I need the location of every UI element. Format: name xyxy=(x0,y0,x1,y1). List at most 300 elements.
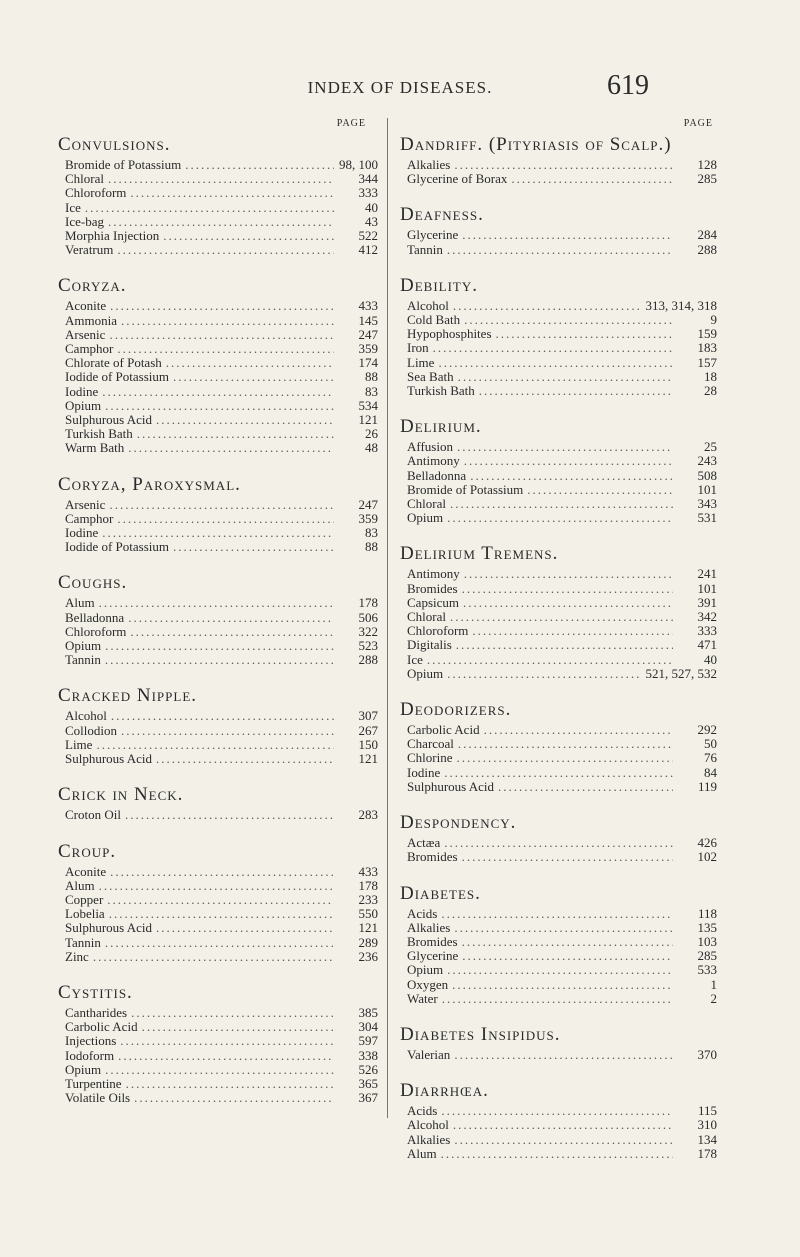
remedy-row xyxy=(58,201,378,215)
leader-dots xyxy=(427,653,673,667)
page-reference: 25 xyxy=(704,439,717,455)
remedy-name: Iodide of Potassium xyxy=(65,539,169,555)
remedy-name: Glycerine of Borax xyxy=(407,171,508,187)
remedy-name: Injections xyxy=(65,1033,117,1049)
leader-dots xyxy=(156,752,334,766)
page-reference: 135 xyxy=(697,919,717,935)
remedy-name: Cantharides xyxy=(65,1004,128,1020)
disease-heading: Coughs. xyxy=(58,572,128,594)
page-reference: 288 xyxy=(697,241,717,257)
remedy-row xyxy=(400,1147,717,1161)
page-reference: 1 xyxy=(710,976,717,992)
leader-dots xyxy=(109,498,334,512)
page-reference: 531 xyxy=(697,510,717,526)
remedy-name: Carbolic Acid xyxy=(407,722,480,738)
leader-dots xyxy=(511,172,673,186)
remedy-name: Turkish Bath xyxy=(65,426,133,442)
leader-dots xyxy=(102,526,334,540)
leader-dots xyxy=(110,865,334,879)
page-reference: 145 xyxy=(358,312,378,328)
page-reference: 18 xyxy=(704,368,717,384)
remedy-name: Tannin xyxy=(65,652,101,668)
remedy-row xyxy=(58,611,378,625)
leader-dots xyxy=(472,624,673,638)
page-reference: 412 xyxy=(358,242,378,258)
remedy-row xyxy=(58,625,378,639)
index-entry xyxy=(58,982,378,1105)
remedy-name: Actæa xyxy=(407,835,441,851)
leader-dots xyxy=(453,1118,673,1132)
page-reference: 333 xyxy=(697,623,717,639)
remedy-row xyxy=(58,738,378,752)
remedy-row xyxy=(58,399,378,413)
leader-dots xyxy=(458,737,673,751)
index-entry xyxy=(400,1080,717,1161)
remedy-row xyxy=(58,370,378,384)
remedy-row xyxy=(400,737,717,751)
page-number: 619 xyxy=(607,70,649,101)
disease-heading: Dandriff. (Pityriasis of Scalp.) xyxy=(400,134,672,155)
remedy-row xyxy=(400,1133,717,1147)
page-reference: 365 xyxy=(358,1075,378,1091)
remedy-row xyxy=(58,342,378,356)
remedy-row xyxy=(58,639,378,653)
page-reference: 304 xyxy=(358,1019,378,1035)
leader-dots xyxy=(108,215,334,229)
remedy-name: Opium xyxy=(65,397,102,413)
disease-heading: Diabetes Insipidus. xyxy=(400,1023,561,1045)
leader-dots xyxy=(173,370,334,384)
remedy-name: Ice xyxy=(407,651,423,667)
remedy-name: Sulphurous Acid xyxy=(65,920,153,936)
leader-dots xyxy=(117,243,334,257)
page-reference: 343 xyxy=(697,496,717,512)
remedy-name: Opium xyxy=(65,638,102,654)
disease-heading: Diabetes. xyxy=(400,882,481,904)
leader-dots xyxy=(447,963,673,977)
remedy-row xyxy=(58,215,378,229)
page-reference: 426 xyxy=(697,835,717,851)
page-reference: 285 xyxy=(697,948,717,964)
leader-dots xyxy=(108,172,334,186)
remedy-row xyxy=(58,1034,378,1048)
page-reference: 391 xyxy=(697,594,717,610)
page-reference: 359 xyxy=(358,341,378,357)
leader-dots xyxy=(450,610,673,624)
remedy-row xyxy=(58,893,378,907)
remedy-row xyxy=(58,724,378,738)
page-reference: 233 xyxy=(358,891,378,907)
leader-dots xyxy=(450,497,673,511)
remedy-name: Capsicum xyxy=(407,594,459,610)
leader-dots xyxy=(134,1091,334,1105)
leader-dots xyxy=(464,567,673,581)
leader-dots xyxy=(130,186,334,200)
page-reference: 88 xyxy=(365,539,378,555)
remedy-row xyxy=(58,172,378,186)
remedy-name: Tannin xyxy=(65,934,101,950)
remedy-row xyxy=(58,596,378,610)
page-reference: 534 xyxy=(358,397,378,413)
leader-dots xyxy=(107,893,334,907)
remedy-name: Sulphurous Acid xyxy=(407,778,495,794)
page-reference: 43 xyxy=(365,213,378,229)
remedy-name: Chloroform xyxy=(65,185,127,201)
page-reference: 134 xyxy=(697,1131,717,1147)
leader-dots xyxy=(185,158,334,172)
leader-dots xyxy=(156,921,334,935)
remedy-name: Alcohol xyxy=(407,1117,449,1133)
remedy-name: Aconite xyxy=(65,863,107,879)
page-reference: 523 xyxy=(358,638,378,654)
remedy-name: Belladonna xyxy=(65,609,125,625)
disease-heading: Despondency. xyxy=(400,812,517,834)
leader-dots xyxy=(464,313,673,327)
leader-dots xyxy=(441,1147,673,1161)
page-reference: 28 xyxy=(704,383,717,399)
remedy-row xyxy=(400,483,717,497)
page-reference: 174 xyxy=(358,355,378,371)
remedy-row xyxy=(400,907,717,921)
remedy-row xyxy=(58,907,378,921)
remedy-row xyxy=(58,229,378,243)
remedy-row xyxy=(58,1049,378,1063)
page-reference: 508 xyxy=(697,467,717,483)
leader-dots xyxy=(458,370,673,384)
page-reference: 101 xyxy=(697,580,717,596)
remedy-name: Bromides xyxy=(407,849,458,865)
page-reference: 342 xyxy=(697,609,717,625)
remedy-row xyxy=(400,638,717,652)
page-reference: 40 xyxy=(365,199,378,215)
page-reference: 178 xyxy=(358,877,378,893)
leader-dots xyxy=(453,299,642,313)
remedy-row xyxy=(400,723,717,737)
remedy-row xyxy=(58,243,378,257)
remedy-row xyxy=(58,865,378,879)
remedy-row xyxy=(58,709,378,723)
leader-dots xyxy=(128,441,334,455)
page-reference: 121 xyxy=(358,412,378,428)
leader-dots xyxy=(109,907,334,921)
index-entry xyxy=(58,841,378,964)
page-reference: 121 xyxy=(358,920,378,936)
leader-dots xyxy=(125,808,334,822)
remedy-row xyxy=(58,1063,378,1077)
remedy-name: Charcoal xyxy=(407,736,454,752)
page-reference: 526 xyxy=(358,1061,378,1077)
remedy-row xyxy=(400,454,717,468)
remedy-row xyxy=(400,751,717,765)
page-reference: 289 xyxy=(358,934,378,950)
remedy-row xyxy=(58,385,378,399)
remedy-name: Digitalis xyxy=(407,637,452,653)
remedy-row xyxy=(58,498,378,512)
page-reference: 83 xyxy=(365,525,378,541)
page-reference: 48 xyxy=(365,440,378,456)
page-header-title: INDEX OF DISEASES. xyxy=(307,78,493,97)
index-entry xyxy=(400,275,717,398)
remedy-row xyxy=(400,596,717,610)
leader-dots xyxy=(456,638,673,652)
remedy-row xyxy=(58,950,378,964)
remedy-name: Arsenic xyxy=(65,496,106,512)
remedy-row xyxy=(400,582,717,596)
page-reference: 236 xyxy=(358,948,378,964)
remedy-name: Ice-bag xyxy=(65,213,104,229)
remedy-row xyxy=(400,313,717,327)
remedy-name: Ammonia xyxy=(65,312,117,328)
remedy-row xyxy=(400,610,717,624)
remedy-name: Alum xyxy=(407,1145,437,1161)
page-reference: 433 xyxy=(358,298,378,314)
leader-dots xyxy=(463,596,673,610)
remedy-name: Sulphurous Acid xyxy=(65,751,153,767)
leader-dots xyxy=(163,229,334,243)
remedy-row xyxy=(400,567,717,581)
remedy-row xyxy=(400,1118,717,1132)
leader-dots xyxy=(117,342,334,356)
remedy-name: Acids xyxy=(407,905,438,921)
leader-dots xyxy=(111,709,334,723)
index-entry xyxy=(58,685,378,766)
remedy-name: Chloral xyxy=(65,171,104,187)
page-reference: 283 xyxy=(358,807,378,823)
remedy-name: Warm Bath xyxy=(65,440,125,456)
page-reference: 157 xyxy=(697,354,717,370)
page-reference: 338 xyxy=(358,1047,378,1063)
remedy-row xyxy=(400,440,717,454)
remedy-name: Opium xyxy=(407,962,444,978)
remedy-row xyxy=(400,384,717,398)
index-entry xyxy=(58,134,378,257)
remedy-name: Glycerine xyxy=(407,948,459,964)
remedy-row xyxy=(400,1048,717,1062)
disease-heading: Crick in Neck. xyxy=(58,784,184,806)
disease-heading: Debility. xyxy=(400,274,479,296)
remedy-row xyxy=(400,172,717,186)
page-reference: 84 xyxy=(704,764,717,780)
page-reference: 471 xyxy=(697,637,717,653)
remedy-row xyxy=(400,243,717,257)
leader-dots xyxy=(121,724,334,738)
page-reference: 2 xyxy=(710,990,717,1006)
remedy-name: Chloroform xyxy=(407,623,469,639)
page-reference: 370 xyxy=(697,1046,717,1062)
remedy-name: Lime xyxy=(65,736,93,752)
leader-dots xyxy=(496,327,674,341)
remedy-name: Arsenic xyxy=(65,326,106,342)
remedy-row xyxy=(58,1006,378,1020)
index-entry xyxy=(400,812,717,864)
leader-dots xyxy=(454,921,673,935)
leader-dots xyxy=(479,384,673,398)
remedy-name: Iodide of Potassium xyxy=(65,369,169,385)
page-reference: 292 xyxy=(697,722,717,738)
remedy-row xyxy=(58,299,378,313)
page-reference: 288 xyxy=(358,652,378,668)
right-column xyxy=(400,118,717,1179)
remedy-name: Valerian xyxy=(407,1046,451,1062)
remedy-row xyxy=(400,978,717,992)
page-reference: 150 xyxy=(358,736,378,752)
remedy-name: Bromide of Potassium xyxy=(407,481,524,497)
remedy-row xyxy=(400,299,717,313)
remedy-name: Iodine xyxy=(65,383,99,399)
remedy-name: Alcohol xyxy=(407,297,449,313)
leader-dots xyxy=(441,907,673,921)
remedy-row xyxy=(400,1104,717,1118)
remedy-name: Hypophosphites xyxy=(407,326,492,342)
leader-dots xyxy=(462,582,673,596)
leader-dots xyxy=(462,228,673,242)
remedy-row xyxy=(400,497,717,511)
remedy-name: Antimony xyxy=(407,453,460,469)
page-reference: 50 xyxy=(704,736,717,752)
remedy-name: Iron xyxy=(407,340,429,356)
disease-heading: Deafness. xyxy=(400,204,484,226)
index-entry xyxy=(400,543,717,681)
remedy-name: Oxygen xyxy=(407,976,449,992)
remedy-name: Opium xyxy=(407,665,444,681)
leader-dots xyxy=(166,356,334,370)
page-reference: 284 xyxy=(697,227,717,243)
page-reference: 307 xyxy=(358,708,378,724)
remedy-row xyxy=(400,963,717,977)
leader-dots xyxy=(142,1020,334,1034)
remedy-name: Sea Bath xyxy=(407,368,454,384)
remedy-name: Bromides xyxy=(407,580,458,596)
remedy-row xyxy=(400,949,717,963)
leader-dots xyxy=(444,836,673,850)
remedy-row xyxy=(58,413,378,427)
remedy-row xyxy=(400,992,717,1006)
remedy-row xyxy=(58,158,378,172)
page-reference: 385 xyxy=(358,1004,378,1020)
remedy-row xyxy=(58,1020,378,1034)
page-reference: 241 xyxy=(697,566,717,582)
remedy-row xyxy=(400,921,717,935)
page-reference: 102 xyxy=(697,849,717,865)
leader-dots xyxy=(105,936,334,950)
leader-dots xyxy=(110,299,334,313)
remedy-row xyxy=(58,1091,378,1105)
remedy-name: Turkish Bath xyxy=(407,383,475,399)
disease-heading: Convulsions. xyxy=(58,134,171,155)
remedy-row xyxy=(58,186,378,200)
index-entry xyxy=(58,572,378,667)
page-reference: 243 xyxy=(697,453,717,469)
leader-dots xyxy=(173,540,334,554)
page-reference: 118 xyxy=(697,905,717,921)
remedy-name: Acids xyxy=(407,1103,438,1119)
page-reference: 101 xyxy=(697,481,717,497)
remedy-row xyxy=(400,624,717,638)
page-column-label: PAGE xyxy=(336,118,366,129)
leader-dots xyxy=(464,454,673,468)
remedy-name: Antimony xyxy=(407,566,460,582)
disease-heading: Delirium Tremens. xyxy=(400,543,559,565)
page-reference: 550 xyxy=(358,906,378,922)
remedy-row xyxy=(58,936,378,950)
remedy-row xyxy=(58,1077,378,1091)
remedy-name: Camphor xyxy=(65,341,114,357)
remedy-name: Lime xyxy=(407,354,435,370)
page-reference: 98, 100 xyxy=(339,157,378,172)
right-entries xyxy=(400,134,717,1161)
leader-dots xyxy=(442,992,673,1006)
remedy-row xyxy=(400,511,717,525)
leader-dots xyxy=(118,1049,334,1063)
remedy-row xyxy=(58,427,378,441)
remedy-name: Tannin xyxy=(407,241,443,257)
remedy-name: Iodoform xyxy=(65,1047,115,1063)
disease-heading: Croup. xyxy=(58,840,117,862)
index-entry xyxy=(58,474,378,555)
leader-dots xyxy=(441,1104,673,1118)
leader-dots xyxy=(462,850,673,864)
remedy-name: Bromides xyxy=(407,933,458,949)
leader-dots xyxy=(105,1063,334,1077)
leader-dots xyxy=(457,751,674,765)
page-reference: 359 xyxy=(358,510,378,526)
page-reference: 183 xyxy=(697,340,717,356)
leader-dots xyxy=(447,243,673,257)
page-column-label: PAGE xyxy=(683,118,713,129)
page-reference: 267 xyxy=(358,722,378,738)
remedy-row xyxy=(58,921,378,935)
remedy-row xyxy=(400,356,717,370)
remedy-row xyxy=(58,526,378,540)
remedy-row xyxy=(400,766,717,780)
remedy-name: Alkalies xyxy=(407,157,451,172)
remedy-row xyxy=(400,667,717,681)
page-reference: 367 xyxy=(358,1090,378,1106)
remedy-row xyxy=(400,469,717,483)
index-entry xyxy=(400,204,717,256)
remedy-name: Iodine xyxy=(407,764,441,780)
leader-dots xyxy=(121,314,334,328)
page-reference: 521, 527, 532 xyxy=(645,665,717,681)
remedy-name: Alkalies xyxy=(407,919,451,935)
page-reference: 313, 314, 318 xyxy=(645,297,717,313)
remedy-name: Opium xyxy=(65,1061,102,1077)
leader-dots xyxy=(137,427,334,441)
remedy-name: Aconite xyxy=(65,298,107,314)
index-entry xyxy=(400,1024,717,1062)
remedy-row xyxy=(58,356,378,370)
index-entry xyxy=(400,416,717,525)
leader-dots xyxy=(444,766,673,780)
remedy-name: Affusion xyxy=(407,439,453,455)
remedy-name: Alcohol xyxy=(65,708,107,724)
remedy-name: Glycerine xyxy=(407,227,459,243)
page-reference: 26 xyxy=(365,426,378,442)
disease-heading: Deodorizers. xyxy=(400,699,512,721)
remedy-row xyxy=(400,780,717,794)
page-reference: 533 xyxy=(697,962,717,978)
page-reference: 285 xyxy=(697,171,717,187)
leader-dots xyxy=(433,341,673,355)
remedy-name: Iodine xyxy=(65,525,99,541)
remedy-row xyxy=(58,328,378,342)
page-reference: 322 xyxy=(358,623,378,639)
leader-dots xyxy=(109,328,334,342)
remedy-name: Chloral xyxy=(407,496,446,512)
remedy-row xyxy=(400,935,717,949)
index-entry xyxy=(400,134,717,186)
page-reference: 119 xyxy=(697,778,717,794)
